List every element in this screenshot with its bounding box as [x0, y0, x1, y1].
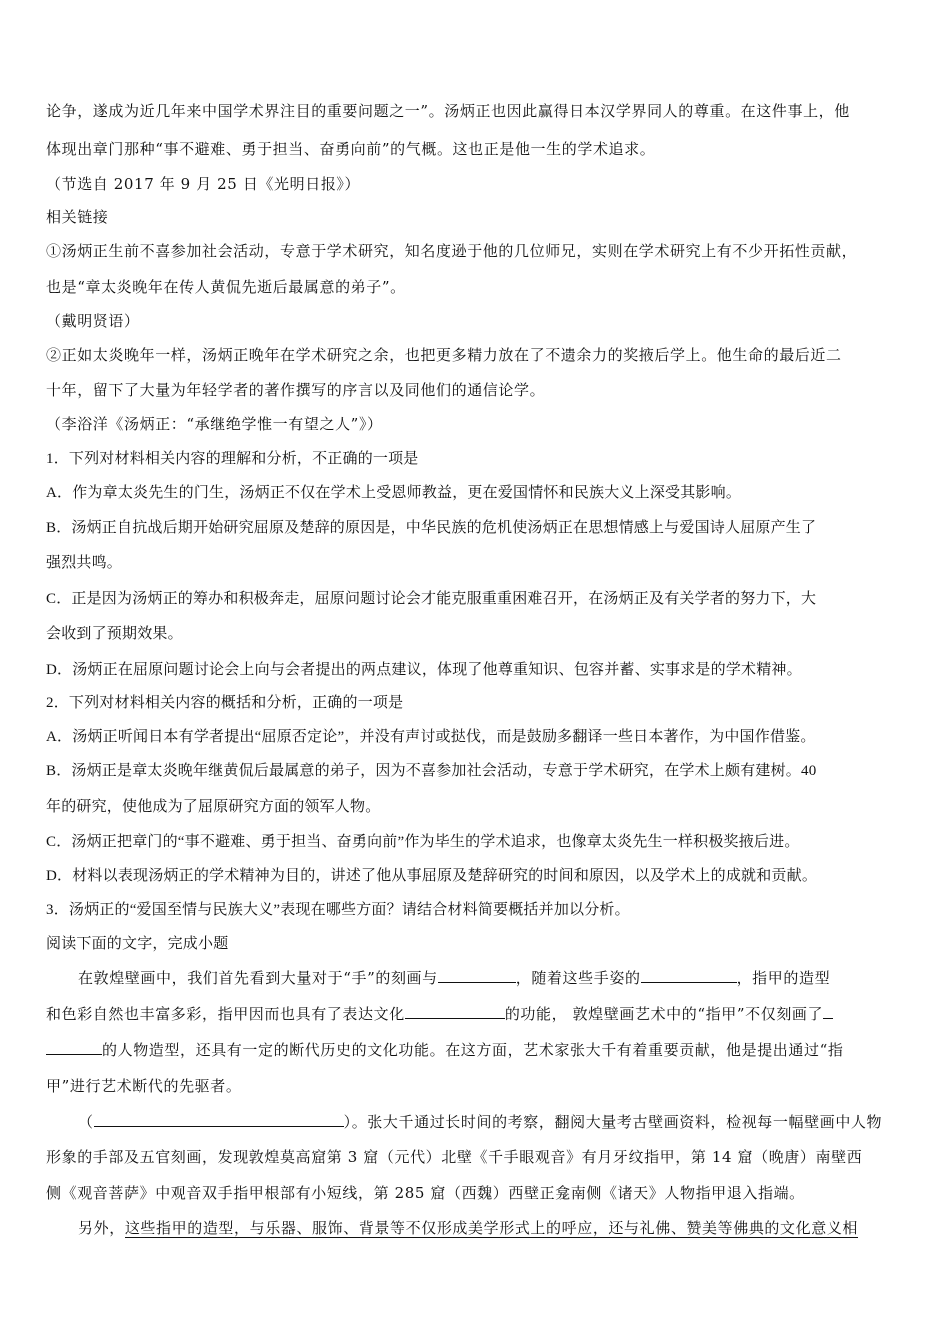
passage-line-with-blanks: （ ）。张大千通过长时间的考察，翻阅大量考古壁画资料，检视每一幅壁画中人物 — [78, 1113, 883, 1131]
question-stem: 3．汤炳正的“爱国至情与民族大义”表现在哪些方面？请结合材料简要概括并加以分析。 — [46, 902, 630, 918]
passage-line: ①汤炳正生前不喜参加社会活动，专意于学术研究，知名度逊于他的几位师兄，实则在学术研究上有不少开拓性贡献， — [46, 242, 858, 260]
answer-option: C．汤炳正把章门的“事不避难、勇于担当、奋勇向前”作为毕生的学术追求，也像章太炎先生一样积极奖掖后进。 — [46, 834, 800, 850]
passage-line-with-blanks: 和色彩自然也丰富多彩，指甲因而也具有了表达文化 的功能， 敦煌壁画艺术中的“指甲”不仅刻画了 — [46, 1004, 916, 1024]
passage-line: 甲”进行艺术断代的先驱者。 — [46, 1077, 242, 1095]
answer-option-continuation: 会收到了预期效果。 — [46, 626, 183, 642]
answer-option: A．汤炳正听闻日本有学者提出“屈原否定论”，并没有声讨或挞伐，而是鼓励多翻译一些日本著作，为中国作借鉴。 — [46, 729, 816, 745]
passage-line-with-blanks: 的人物造型，还具有一定的断代历史的文化功能。在这方面，艺术家张大千有着重要贡献，他是提出通过“指 — [46, 1040, 916, 1060]
answer-option-continuation: 年的研究，使他成为了屈原研究方面的领军人物。 — [46, 799, 381, 815]
fill-blank[interactable] — [94, 1112, 344, 1127]
passage-line: ②正如太炎晚年一样，汤炳正晚年在学术研究之余，也把更多精力放在了不遗余力的奖掖后学上。他生命的最后近二 — [46, 346, 842, 364]
underlined-sentence: 这些指甲的造型，与乐器、服饰、背景等不仅形成美学形式上的呼应，还与礼佛、赞美等佛典的文化意义相 — [124, 1219, 859, 1237]
passage-line: 侧《观音菩萨》中观音双手指甲根部有小短线，第 285 窟（西魏）西壁正龛南侧《诸天》人物指甲退入指端。 — [46, 1184, 805, 1202]
fill-blank[interactable] — [641, 968, 737, 983]
fill-blank[interactable] — [823, 1004, 833, 1019]
question-stem: 1．下列对材料相关内容的理解和分析，不正确的一项是 — [46, 451, 419, 467]
fill-blank[interactable] — [46, 1040, 102, 1055]
answer-option-continuation: 强烈共鸣。 — [46, 555, 123, 571]
section-heading: 相关链接 — [46, 208, 109, 226]
answer-option: A．作为章太炎先生的门生，汤炳正不仅在学术上受恩师教益，更在爱国情怀和民族大义上深受其影响。 — [46, 485, 742, 501]
passage-line: 论争，遂成为近几年来中国学术界注目的重要问题之一”。汤炳正也因此赢得日本汉学界同人的尊重。在这件事上，他 — [46, 102, 850, 120]
passage-line-underlined: 另外，这些指甲的造型，与乐器、服饰、背景等不仅形成美学形式上的呼应，还与礼佛、赞美等佛典的文化意义相 — [78, 1219, 859, 1237]
section-instruction: 阅读下面的文字，完成小题 — [46, 936, 229, 952]
answer-option: D．汤炳正在屈原问题讨论会上向与会者提出的两点建议，体现了他尊重知识、包容并蓄、实事求是的学术精神。 — [46, 662, 802, 678]
answer-option: D．材料以表现汤炳正的学术精神为目的，讲述了他从事屈原及楚辞研究的时间和原因，以及学术上的成就和贡献。 — [46, 868, 818, 884]
question-stem: 2．下列对材料相关内容的概括和分析，正确的一项是 — [46, 695, 404, 711]
fill-blank[interactable] — [438, 968, 516, 983]
passage-line: 形象的手部及五官刻画，发现敦煌莫高窟第 3 窟（元代）北壁《千手眼观音》有月牙纹指甲，第 14 窟（晚唐）南壁西 — [46, 1148, 863, 1166]
passage-line-with-blanks: 在敦煌壁画中，我们首先看到大量对于“手”的刻画与 ，随着这些手姿的 ，指甲的造型 — [78, 969, 831, 987]
passage-line: 十年，留下了大量为年轻学者的著作撰写的序言以及同他们的通信论学。 — [46, 381, 546, 399]
answer-option: B．汤炳正是章太炎晚年继黄侃后最属意的弟子，因为不喜参加社会活动，专意于学术研究，在学术上颇有建树。40 — [46, 763, 817, 779]
source-citation: （节选自 2017 年 9 月 25 日《光明日报》） — [46, 175, 361, 193]
source-citation: （戴明贤语） — [46, 312, 140, 330]
passage-line: 体现出章门那种“事不避难、勇于担当、奋勇向前”的气概。这也正是他一生的学术追求。 — [46, 140, 656, 158]
source-citation: （李浴洋《汤炳正：“承继绝学惟一有望之人”》） — [46, 415, 383, 433]
answer-option: C．正是因为汤炳正的筹办和积极奔走，屈原问题讨论会才能克服重重困难召开，在汤炳正及有关学者的努力下，大 — [46, 591, 817, 607]
fill-blank[interactable] — [405, 1004, 505, 1019]
passage-line: 也是“章太炎晚年在传人黄侃先逝后最属意的弟子”。 — [46, 278, 406, 296]
answer-option: B．汤炳正自抗战后期开始研究屈原及楚辞的原因是，中华民族的危机使汤炳正在思想情感上与爱国诗人屈原产生了 — [46, 520, 817, 536]
